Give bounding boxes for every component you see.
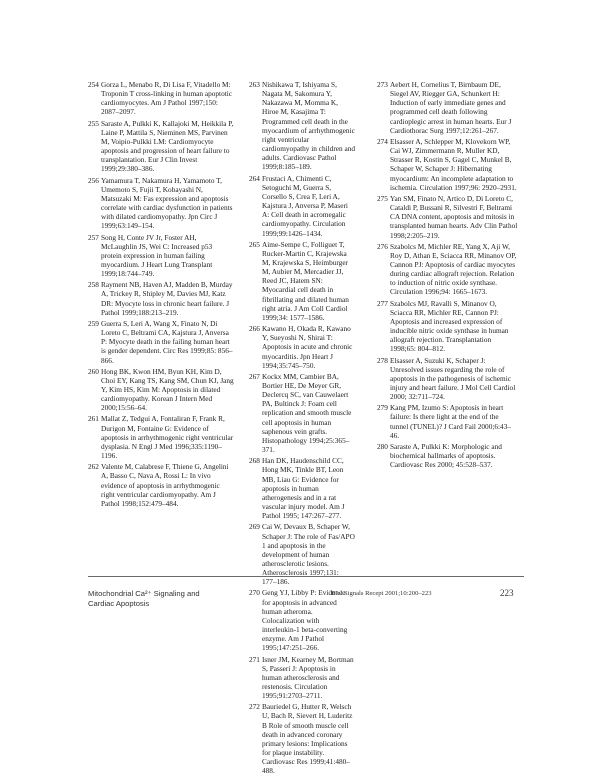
reference-column-2 bbox=[249, 80, 355, 778]
reference-text: Kawano H, Okada R, Kawano Y, Sueyoshi N, Shirai T: Apoptosis in acute and chronic myocarditis. Jpn Heart J 1994;35:745–750. bbox=[262, 324, 353, 370]
running-title-line-2: Cardiac Apoptosis bbox=[88, 599, 150, 608]
reference-text: Cai W, Devaux B, Schaper W, Schaper J: The role of Fas/APO 1 and apoptosis in the development of human atherosclerotic lesions. Atherosclerosis 1997;131: 177–186. bbox=[262, 522, 355, 587]
reference-text: Kang PM, Izumo S: Apoptosis in heart failure: Is there light at the end of the tunnel (TUNEL)? J Card Fail 2000;6:43–46. bbox=[390, 403, 511, 440]
reference-entry bbox=[377, 299, 518, 354]
reference-column-3 bbox=[377, 80, 518, 471]
reference-number: 261 bbox=[88, 414, 99, 424]
reference-number: 279 bbox=[377, 403, 388, 413]
reference-text: Isner JM, Kearney M, Bortman S, Passeri J: Apoptosis in human atherosclerosis and restenosis. Circulation 1995;91:2703–2711. bbox=[262, 654, 354, 701]
reference-text: Song H, Conte JV Jr, Foster AH, McLaughlin JS, Wei C: Increased p53 protein expression in human failing myocardium. J Heart Lung Transplant 1999;18:744–749. bbox=[101, 232, 213, 279]
reference-entry bbox=[377, 356, 518, 402]
reference-entry bbox=[88, 319, 234, 365]
reference-entry bbox=[249, 372, 355, 454]
reference-entry bbox=[249, 324, 355, 370]
reference-number: 280 bbox=[377, 441, 388, 451]
reference-entry bbox=[88, 367, 234, 413]
reference-text: Szabolcs M, Michler RE, Yang X, Aji W, Roy D, Athan E, Sciacca RR, Minanov OP, Cannon PJ: Apoptosis of cardiac myocytes during cardiac allograft rejection. Relation to induction of nitric oxide synthase. Circulation 1996;94: 1665–1673. bbox=[390, 241, 517, 297]
reference-entry bbox=[249, 456, 355, 520]
reference-number: 276 bbox=[377, 241, 388, 251]
running-title-line-1: Mitochondrial Ca²⁺ Signaling and bbox=[88, 589, 200, 598]
reference-entry bbox=[377, 403, 518, 440]
reference-number: 278 bbox=[377, 355, 388, 365]
reference-entry bbox=[88, 280, 234, 317]
reference-entry bbox=[249, 655, 355, 701]
journal-citation: Biol Signals Recept 2001;10:200–223 bbox=[331, 590, 432, 597]
reference-number: 264 bbox=[249, 173, 260, 183]
reference-number: 263 bbox=[249, 80, 260, 89]
reference-number: 262 bbox=[88, 462, 99, 472]
reference-text: Aebert H, Cornelius T, Birnbaum DE, Siegel AV, Riegger GA, Schunkert H: Induction of early immediate genes and programmed cell death following cardioplegic arrest in human hearts. Eur J Cardiothorac Surg 1997;12:261–267. bbox=[390, 80, 512, 135]
reference-text: Guerra S, Leri A, Wang X, Finato N, Di Loreto C, Beltrami CA, Kajstura J, Anversa P: Myocyte death in the failing human heart is gender dependent. Circ Res 1999;85: 856–866. bbox=[101, 318, 233, 365]
reference-entry bbox=[377, 242, 518, 297]
reference-number: 273 bbox=[377, 80, 388, 89]
reference-number: 257 bbox=[88, 232, 99, 242]
reference-number: 255 bbox=[88, 118, 99, 128]
reference-number: 256 bbox=[88, 175, 99, 185]
reference-text: Geng YJ, Libby P: Evidence for apoptosis in advanced human atheroma. Colocalization with interleukin-1 beta-converting enzyme. Am J Pathol 1995;147:251–266. bbox=[262, 588, 348, 653]
reference-text: Gorza L, Menabo R, Di Lisa F, Vitadello M: Troponin T cross-linking in human apoptotic cardiomyocytes. Am J Pathol 1997;150: 2087–2097. bbox=[101, 80, 233, 117]
reference-text: Han DK, Haudenschild CC, Hong MK, Tinkle BT, Leon MB, Liau G: Evidence for apoptosis in human atherogenesis and in a rat vascular injury model. Am J Pathol 1995; 147:267–277. bbox=[262, 456, 345, 521]
reference-text: Bauriedel G, Hutter R, Welsch U, Bach R, Sievert H, Luderitz B Role of smooth muscle cell death in advanced coronary primary lesions: Implications for plaque instability. Cardiovasc Res 1999;41:480–488. bbox=[262, 702, 353, 776]
reference-text: Szabolcs MJ, Ravalli S, Minanov O, Sciacca RR, Michler RE, Cannon PJ: Apoptosis and increased expression of inducible nitric oxide synthase in human allograft rejection. Transplantation 1998;65: 804–812. bbox=[390, 298, 509, 354]
reference-number: 259 bbox=[88, 318, 99, 328]
reference-text: Mallat Z, Tedgui A, Fontaliran F, Frank R, Durigon M, Fontaine G: Evidence of apoptosis in arrhythmogenic right ventricular dysplasia. N Engl J Med 1996;335:1190–1196. bbox=[101, 414, 234, 461]
reference-number: 258 bbox=[88, 280, 99, 290]
reference-number: 271 bbox=[249, 654, 260, 664]
footer-divider bbox=[88, 576, 524, 577]
reference-number: 254 bbox=[88, 80, 99, 89]
reference-text: Frustaci A, Chimenti C, Setoguchi M, Guerra S, Corsello S, Crea F, Leri A, Kajstura J, Anversa P, Maseri A: Cell death in acromegalic cardiomyopathy. Circulation 1999;99:1426–1434. bbox=[262, 173, 348, 238]
reference-number: 267 bbox=[249, 371, 260, 381]
page-number: 223 bbox=[500, 588, 514, 598]
reference-number: 265 bbox=[249, 239, 260, 249]
reference-number: 275 bbox=[377, 193, 388, 203]
reference-number: 272 bbox=[249, 702, 260, 712]
reference-text: Nishikawa T, Ishiyama S, Nagata M, Sakomura Y, Nakazawa M, Momma K, Hiroe M, Kasajima T: Programmed cell death in the myocardium of arrhythmogenic right ventricular cardiomyopathy in children and adults. Cardiovasc Pathol 1999;8:185–189. bbox=[262, 80, 356, 172]
reference-entry bbox=[249, 80, 355, 172]
reference-text: Elsasser A, Schlepper M, Klovekorn WP, Cai WJ, Zimmermann R, Muller KD, Strasser R, Kostin S, Gagel C, Munkel B, Schaper W, Schaper J: Hibernating myocardium: An incomplete adaptation to ischemia. Circulation 1997;96: 2920–2931. bbox=[390, 136, 517, 192]
reference-number: 260 bbox=[88, 366, 99, 376]
reference-number: 277 bbox=[377, 298, 388, 308]
reference-number: 266 bbox=[249, 324, 260, 334]
reference-entry bbox=[88, 414, 234, 460]
reference-text: Yan SM, Finato N, Artico D, Di Loreto C, Cataldi P, Bussani R, Silvestri F, Beltrami CA DNA content, apoptosis and mitosis in transplanted human hearts. Adv Clin Pathol 1998;2:205–219. bbox=[390, 193, 518, 240]
reference-text: Rayment NB, Haven AJ, Madden B, Murday A, Trickey R, Shipley M, Davies MJ, Katz DR: Myocyte loss in chronic heart failure. J Pathol 1999;188:213–219. bbox=[101, 280, 233, 317]
reference-entry bbox=[377, 80, 518, 135]
reference-entry bbox=[88, 462, 234, 508]
running-title bbox=[88, 589, 238, 609]
reference-entry bbox=[377, 442, 518, 469]
reference-entry bbox=[249, 702, 355, 775]
reference-entry bbox=[249, 174, 355, 238]
reference-number: 269 bbox=[249, 522, 260, 532]
reference-entry bbox=[249, 240, 355, 322]
reference-text: Valente M, Calabrese F, Thiene G, Angelini A, Basso C, Nava A, Rossi L: In vivo evidence of apoptosis in arrhythmogenic right ventricular cardiomyopathy. Am J Pathol 1998;152:479–484. bbox=[101, 462, 229, 508]
reference-entry bbox=[88, 80, 234, 117]
reference-text: Aime-Sempe C, Folliguet T, Rucker-Martin C, Krajewska M, Krajewska S, Heimburger M, Aubier M, Mercadier JJ, Reed JC, Hatem SN: Myocardial cell death in fibrillating and dilated human right atria. J Am Coll Cardiol 1999;34: 1577–1586. bbox=[262, 239, 349, 322]
reference-column-1 bbox=[88, 80, 234, 510]
reference-entry bbox=[377, 137, 518, 192]
reference-text: Saraste A, Pulkki K, Kallajoki M, Heikkila P, Laine P, Mattila S, Nieminen MS, Parvinen M, Voipio-Pulkki LM: Cardiomyocyte apoptosis and progression of heart failure to transplantation. Eur J Clin Invest 1999;29:380–386. bbox=[101, 118, 234, 174]
reference-entry bbox=[88, 233, 234, 279]
reference-text: Yamamura T, Nakamura H, Yamamoto T, Umemoto S, Fujii T, Kobayashi N, Matsuzaki M: Fas expression and apoptosis correlate with cardiac dysfunction in patients with dilated cardiomyopathy. Jpn Circ J 1999;63:149–154. bbox=[101, 175, 233, 231]
reference-number: 270 bbox=[249, 588, 260, 598]
reference-text: Elsasser A, Suzuki K, Schaper J: Unresolved issues regarding the role of apoptosis in the pathogenesis of ischemic injury and heart failure. J Mol Cell Cardiol 2000; 32:711–724. bbox=[390, 355, 516, 402]
reference-text: Hong BK, Kwon HM, Byun KH, Kim D, Choi EY, Kang TS, Kang SM, Chun KJ, Jang Y, Kim HS, Kim M: Apoptosis in dilated cardiomyopathy. Korean J Intern Med 2000;15:56–64. bbox=[101, 366, 234, 413]
reference-entry bbox=[377, 194, 518, 240]
reference-entry bbox=[88, 119, 234, 174]
reference-number: 268 bbox=[249, 456, 260, 466]
reference-text: Kockx MM, Cambier BA, Bortier HE, De Meyer GR, Declercq SC, van Cauwelaert PA, Bultinck J: Foam cell replication and smooth muscle cell apoptosis in human saphenous vein grafts. Histopathology 1994;25:365–371. bbox=[262, 371, 352, 455]
reference-entry bbox=[88, 176, 234, 231]
reference-text: Saraste A, Pulkki K: Morphologic and biochemical hallmarks of apoptosis. Cardiovasc Res 2000; 45:528–537. bbox=[390, 441, 502, 470]
reference-number: 274 bbox=[377, 136, 388, 146]
